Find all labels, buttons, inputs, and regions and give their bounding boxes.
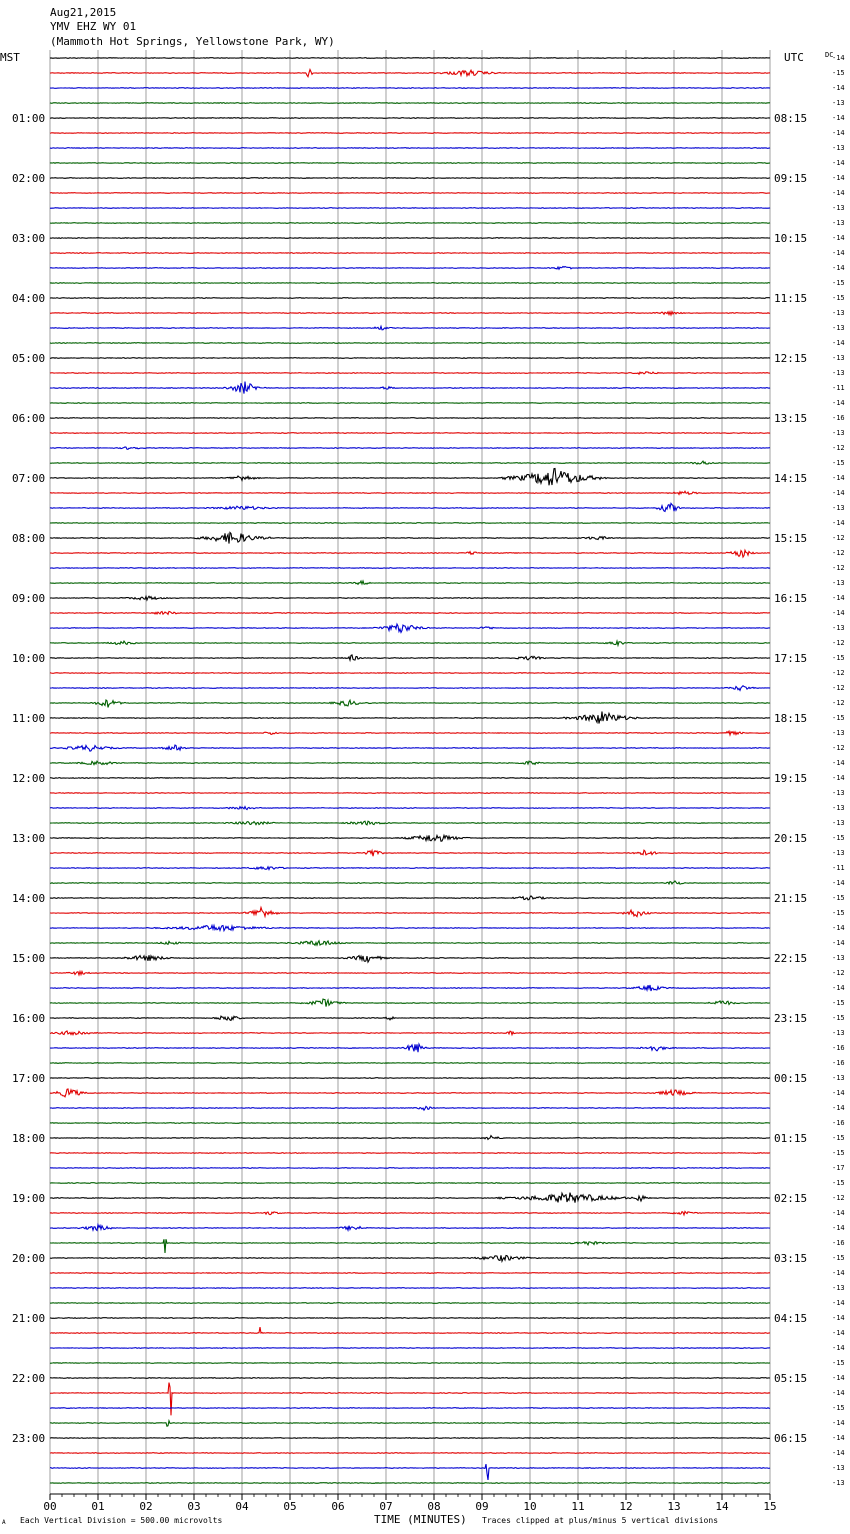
trace-line — [50, 1348, 770, 1349]
dc-offset-label: -14 — [832, 1104, 845, 1112]
trace-line — [50, 433, 770, 434]
trace-line — [50, 821, 770, 825]
dc-label: DC — [825, 51, 834, 59]
utc-hour-label: 14:15 — [774, 472, 808, 485]
x-tick-label: 15 — [763, 1500, 777, 1513]
dc-offset-label: -14 — [832, 924, 845, 932]
trace-line — [50, 312, 770, 315]
dc-offset-label: -14 — [832, 1449, 845, 1457]
dc-offset-label: -13 — [832, 1284, 845, 1292]
trace-line — [50, 881, 770, 884]
x-tick-label: 11 — [571, 1500, 585, 1513]
trace-line — [50, 1044, 770, 1052]
trace-line — [50, 712, 770, 724]
utc-hour-label: 22:15 — [774, 952, 808, 965]
dc-offset-label: -13 — [832, 789, 845, 797]
footer-clip: Traces clipped at plus/minus 5 vertical divisions — [482, 1516, 719, 1525]
dc-offset-label: -17 — [832, 1164, 845, 1172]
trace-line — [50, 641, 770, 645]
header-location: (Mammoth Hot Springs, Yellowstone Park, WY) — [50, 35, 335, 48]
dc-offset-label: -14 — [832, 984, 845, 992]
utc-hour-label: 08:15 — [774, 112, 808, 125]
utc-hour-label: 21:15 — [774, 892, 808, 905]
trace-line — [50, 1255, 770, 1261]
dc-offset-label: -14 — [832, 594, 845, 602]
dc-offset-label: -14 — [832, 129, 845, 137]
x-axis-title: TIME (MINUTES) — [374, 1513, 467, 1526]
mst-hour-label: 10:00 — [12, 652, 46, 665]
dc-offset-label: -14 — [832, 1419, 845, 1427]
dc-offset-label: -15 — [832, 1359, 845, 1367]
trace-line — [50, 1153, 770, 1154]
trace-line — [50, 1089, 770, 1097]
trace-line — [50, 1327, 770, 1333]
trace-line — [50, 955, 770, 962]
dc-offset-label: -14 — [832, 114, 845, 122]
trace-line — [50, 985, 770, 991]
trace-line — [50, 867, 770, 870]
dc-offset-label: -14 — [832, 54, 845, 62]
dc-offset-label: -12 — [832, 564, 845, 572]
dc-offset-label: -16 — [832, 1239, 845, 1247]
dc-offset-label: -13 — [832, 1074, 845, 1082]
dc-offset-label: -13 — [832, 504, 845, 512]
trace-line — [50, 778, 770, 779]
dc-offset-label: -14 — [832, 189, 845, 197]
seismogram-traces — [50, 58, 770, 1484]
dc-offset-label: -15 — [832, 909, 845, 917]
dc-offset-label: -13 — [832, 729, 845, 737]
mst-hour-label: 08:00 — [12, 532, 46, 545]
mst-hour-label: 14:00 — [12, 892, 46, 905]
mst-hour-label: 13:00 — [12, 832, 46, 845]
trace-line — [50, 1225, 770, 1231]
trace-line — [50, 253, 770, 254]
trace-line — [50, 999, 770, 1007]
trace-line — [50, 581, 770, 584]
trace-line — [50, 1378, 770, 1379]
utc-hour-label: 18:15 — [774, 712, 808, 725]
trace-line — [50, 133, 770, 134]
dc-offset-label: -14 — [832, 519, 845, 527]
dc-offset-label: -13 — [832, 99, 845, 107]
dc-offset-label: -14 — [832, 1299, 845, 1307]
dc-offset-label: -13 — [832, 219, 845, 227]
trace-line — [50, 1123, 770, 1124]
trace-line — [50, 1288, 770, 1289]
utc-hour-label: 20:15 — [774, 832, 808, 845]
trace-line — [50, 835, 770, 841]
trace-line — [50, 1106, 770, 1110]
utc-hour-labels — [774, 112, 807, 1445]
dc-offset-label: -12 — [832, 699, 845, 707]
dc-offset-label: -15 — [832, 1179, 845, 1187]
dc-offset-label: -15 — [832, 1254, 845, 1262]
dc-offset-label: -15 — [832, 834, 845, 842]
x-tick-label: 00 — [43, 1500, 57, 1513]
trace-line — [50, 807, 770, 810]
utc-hour-label: 16:15 — [774, 592, 808, 605]
trace-line — [50, 283, 770, 284]
trace-line — [50, 70, 770, 77]
dc-offset-label: -14 — [832, 234, 845, 242]
trace-line — [50, 686, 770, 691]
dc-offset-label: -14 — [832, 174, 845, 182]
trace-line — [50, 491, 770, 494]
utc-hour-label: 15:15 — [774, 532, 808, 545]
dc-offset-label: -15 — [832, 654, 845, 662]
dc-offset-label: -14 — [832, 159, 845, 167]
trace-line — [50, 163, 770, 164]
x-tick-label: 05 — [283, 1500, 297, 1513]
utc-hour-label: 05:15 — [774, 1372, 808, 1385]
trace-line — [50, 908, 770, 917]
trace-line — [50, 1438, 770, 1439]
trace-line — [50, 1421, 770, 1426]
utc-hour-label: 10:15 — [774, 232, 808, 245]
x-tick-label: 03 — [187, 1500, 201, 1513]
dc-offset-label: -13 — [832, 429, 845, 437]
trace-line — [50, 1464, 770, 1480]
trace-line — [50, 550, 770, 557]
trace-line — [50, 896, 770, 900]
dc-offset-label: -14 — [832, 249, 845, 257]
trace-line — [50, 1063, 770, 1064]
footer-mark: A — [2, 1519, 6, 1526]
dc-offset-label: -14 — [832, 939, 845, 947]
utc-hour-label: 17:15 — [774, 652, 808, 665]
mst-hour-label: 21:00 — [12, 1312, 46, 1325]
trace-line — [50, 418, 770, 419]
dc-offset-label: -12 — [832, 639, 845, 647]
trace-line — [50, 673, 770, 674]
trace-line — [50, 1303, 770, 1304]
utc-hour-label: 01:15 — [774, 1132, 808, 1145]
mst-hour-labels — [12, 112, 45, 1445]
trace-line — [50, 926, 770, 931]
trace-line — [50, 326, 770, 330]
x-tick-label: 08 — [427, 1500, 441, 1513]
x-tick-label: 10 — [523, 1500, 537, 1513]
dc-offset-labels — [832, 54, 845, 1487]
trace-line — [50, 1078, 770, 1079]
utc-hour-label: 00:15 — [774, 1072, 808, 1085]
trace-line — [50, 298, 770, 299]
right-axis-label: UTC — [784, 51, 804, 64]
x-tick-label: 14 — [715, 1500, 729, 1513]
x-tick-label: 13 — [667, 1500, 681, 1513]
dc-offset-label: -14 — [832, 84, 845, 92]
trace-line — [50, 655, 770, 660]
minute-gridlines — [50, 50, 770, 1494]
trace-line — [50, 1239, 770, 1253]
mst-hour-label: 20:00 — [12, 1252, 46, 1265]
mst-hour-label: 11:00 — [12, 712, 46, 725]
dc-offset-label: -15 — [832, 1404, 845, 1412]
dc-offset-label: -16 — [832, 1059, 845, 1067]
trace-line — [50, 118, 770, 119]
mst-hour-label: 06:00 — [12, 412, 46, 425]
trace-line — [50, 267, 770, 270]
trace-line — [50, 568, 770, 569]
mst-hour-label: 19:00 — [12, 1192, 46, 1205]
utc-hour-label: 03:15 — [774, 1252, 808, 1265]
dc-offset-label: -15 — [832, 894, 845, 902]
dc-offset-label: -14 — [832, 399, 845, 407]
dc-offset-label: -12 — [832, 444, 845, 452]
trace-line — [50, 223, 770, 224]
mst-hour-label: 22:00 — [12, 1372, 46, 1385]
dc-offset-label: -13 — [832, 204, 845, 212]
dc-offset-label: -11 — [832, 384, 845, 392]
x-tick-label: 02 — [139, 1500, 153, 1513]
dc-offset-label: -13 — [832, 1479, 845, 1487]
x-tick-label: 06 — [331, 1500, 345, 1513]
utc-hour-label: 02:15 — [774, 1192, 808, 1205]
dc-offset-label: -13 — [832, 1464, 845, 1472]
dc-offset-label: -14 — [832, 1224, 845, 1232]
trace-line — [50, 88, 770, 89]
dc-offset-label: -16 — [832, 1044, 845, 1052]
utc-hour-label: 23:15 — [774, 1012, 808, 1025]
trace-line — [50, 1408, 770, 1409]
trace-line — [50, 1136, 770, 1140]
trace-line — [50, 403, 770, 404]
trace-line — [50, 745, 770, 751]
mst-hour-label: 16:00 — [12, 1012, 46, 1025]
mst-hour-label: 23:00 — [12, 1432, 46, 1445]
trace-line — [50, 1193, 770, 1203]
dc-offset-label: -14 — [832, 1389, 845, 1397]
trace-line — [50, 208, 770, 209]
utc-hour-label: 09:15 — [774, 172, 808, 185]
trace-line — [50, 343, 770, 344]
trace-line — [50, 1031, 770, 1035]
trace-line — [50, 238, 770, 239]
trace-line — [50, 148, 770, 149]
mst-hour-label: 18:00 — [12, 1132, 46, 1145]
trace-line — [50, 1483, 770, 1484]
trace-line — [50, 461, 770, 464]
dc-offset-label: -13 — [832, 354, 845, 362]
dc-offset-label: -13 — [832, 324, 845, 332]
dc-offset-label: -14 — [832, 474, 845, 482]
dc-offset-label: -13 — [832, 849, 845, 857]
header-station: YMV EHZ WY 01 — [50, 20, 137, 33]
header-date: Aug21,2015 — [50, 6, 117, 19]
dc-offset-label: -14 — [832, 1344, 845, 1352]
mst-hour-label: 04:00 — [12, 292, 46, 305]
x-tick-label: 09 — [475, 1500, 489, 1513]
mst-hour-label: 01:00 — [12, 112, 46, 125]
utc-hour-label: 04:15 — [774, 1312, 808, 1325]
dc-offset-label: -15 — [832, 294, 845, 302]
dc-offset-label: -14 — [832, 609, 845, 617]
utc-hour-label: 06:15 — [774, 1432, 808, 1445]
dc-offset-label: -13 — [832, 624, 845, 632]
mst-hour-label: 09:00 — [12, 592, 46, 605]
trace-line — [50, 1168, 770, 1169]
trace-line — [50, 178, 770, 179]
dc-offset-label: -14 — [832, 489, 845, 497]
dc-offset-label: -15 — [832, 999, 845, 1007]
trace-line — [50, 1016, 770, 1020]
left-axis-label: MST — [0, 51, 20, 64]
x-axis-ticks — [43, 1494, 776, 1513]
mst-hour-label: 17:00 — [12, 1072, 46, 1085]
dc-offset-label: -13 — [832, 309, 845, 317]
trace-line — [50, 447, 770, 449]
trace-line — [50, 1183, 770, 1184]
dc-offset-label: -13 — [832, 1029, 845, 1037]
trace-line — [50, 611, 770, 614]
dc-offset-label: -14 — [832, 264, 845, 272]
trace-line — [50, 533, 770, 544]
dc-offset-label: -15 — [832, 1149, 845, 1157]
utc-hour-label: 11:15 — [774, 292, 808, 305]
dc-offset-label: -14 — [832, 1374, 845, 1382]
dc-offset-label: -14 — [832, 774, 845, 782]
mst-hour-label: 07:00 — [12, 472, 46, 485]
dc-offset-label: -13 — [832, 804, 845, 812]
dc-offset-label: -13 — [832, 819, 845, 827]
dc-offset-label: -12 — [832, 1194, 845, 1202]
trace-line — [50, 523, 770, 524]
trace-line — [50, 193, 770, 194]
x-tick-label: 04 — [235, 1500, 249, 1513]
trace-line — [50, 382, 770, 394]
trace-line — [50, 1318, 770, 1319]
trace-line — [50, 1211, 770, 1215]
dc-offset-label: -13 — [832, 369, 845, 377]
trace-line — [50, 58, 770, 59]
dc-offset-label: -15 — [832, 69, 845, 77]
trace-line — [50, 469, 770, 486]
trace-line — [50, 372, 770, 375]
trace-line — [50, 1363, 770, 1364]
dc-offset-label: -12 — [832, 549, 845, 557]
dc-offset-label: -14 — [832, 1269, 845, 1277]
utc-hour-label: 12:15 — [774, 352, 808, 365]
trace-line — [50, 103, 770, 104]
dc-offset-label: -13 — [832, 144, 845, 152]
trace-line — [50, 1383, 770, 1416]
mst-hour-label: 05:00 — [12, 352, 46, 365]
dc-offset-label: -15 — [832, 714, 845, 722]
dc-offset-label: -16 — [832, 414, 845, 422]
utc-hour-label: 19:15 — [774, 772, 808, 785]
dc-offset-label: -14 — [832, 1089, 845, 1097]
dc-offset-label: -13 — [832, 954, 845, 962]
trace-line — [50, 358, 770, 359]
utc-hour-label: 13:15 — [774, 412, 808, 425]
dc-offset-label: -12 — [832, 669, 845, 677]
dc-offset-label: -12 — [832, 969, 845, 977]
dc-offset-label: -15 — [832, 1134, 845, 1142]
dc-offset-label: -15 — [832, 1014, 845, 1022]
x-tick-label: 07 — [379, 1500, 393, 1513]
dc-offset-label: -15 — [832, 279, 845, 287]
mst-hour-label: 15:00 — [12, 952, 46, 965]
trace-line — [50, 503, 770, 511]
mst-hour-label: 03:00 — [12, 232, 46, 245]
dc-offset-label: -14 — [832, 1209, 845, 1217]
dc-offset-label: -12 — [832, 744, 845, 752]
x-tick-label: 01 — [91, 1500, 105, 1513]
dc-offset-label: -14 — [832, 1314, 845, 1322]
footer-scale: Each Vertical Division = 500.00 microvolts — [20, 1516, 223, 1525]
x-tick-label: 12 — [619, 1500, 633, 1513]
dc-offset-label: -15 — [832, 459, 845, 467]
dc-offset-label: -16 — [832, 1119, 845, 1127]
mst-hour-label: 12:00 — [12, 772, 46, 785]
trace-line — [50, 596, 770, 600]
dc-offset-label: -14 — [832, 1329, 845, 1337]
trace-line — [50, 850, 770, 856]
trace-line — [50, 972, 770, 975]
dc-offset-label: -14 — [832, 759, 845, 767]
dc-offset-label: -14 — [832, 1434, 845, 1442]
trace-line — [50, 1273, 770, 1274]
trace-line — [50, 941, 770, 946]
dc-offset-label: -13 — [832, 579, 845, 587]
dc-offset-label: -12 — [832, 534, 845, 542]
dc-offset-label: -11 — [832, 864, 845, 872]
dc-offset-label: -14 — [832, 339, 845, 347]
trace-line — [50, 793, 770, 794]
dc-offset-label: -14 — [832, 879, 845, 887]
dc-offset-label: -12 — [832, 684, 845, 692]
trace-line — [50, 624, 770, 632]
trace-line — [50, 1453, 770, 1454]
trace-line — [50, 731, 770, 735]
trace-line — [50, 700, 770, 707]
trace-line — [50, 761, 770, 764]
mst-hour-label: 02:00 — [12, 172, 46, 185]
